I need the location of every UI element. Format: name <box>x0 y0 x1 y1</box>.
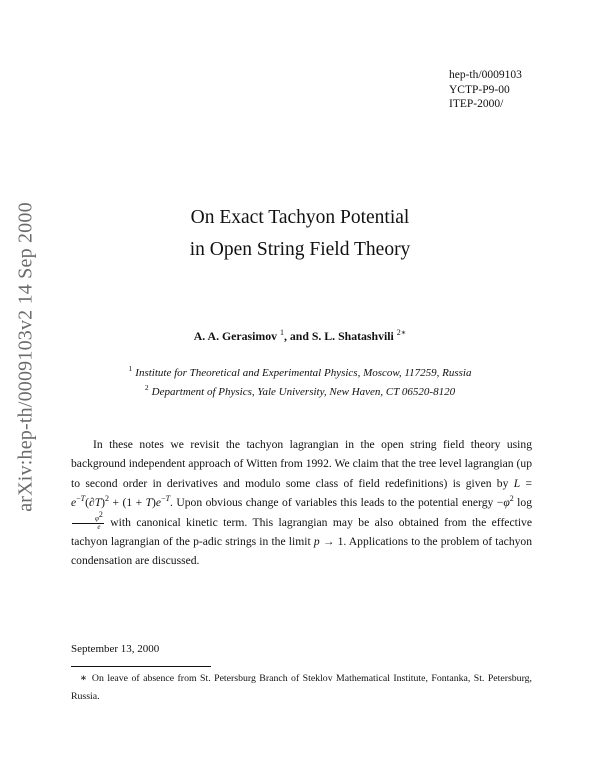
footnote <box>71 670 532 705</box>
lagrangian-equation: $L = e^{-T}(\partial T)^2 + (1 + T)e^{-T}$ <box>71 476 532 510</box>
affiliation-list <box>0 364 600 401</box>
report-id-yctp: YCTP-P9-00 <box>449 83 510 96</box>
abstract-text: with canonical kinetic term. This lagrangian may be also obtained from the effective tachyon lagrangian of the p-adic strings in the limit <box>71 515 532 549</box>
abstract-text: In these notes we revisit the tachyon lagrangian in the open string field theory using background independent approach of Witten from 1992. We claim that the tree level lagrangian (up to second order in derivatives and modulo some class of field redefinitions) is given by <box>71 438 532 490</box>
paper-date: September 13, 2000 <box>71 643 160 655</box>
abstract-text: . Upon obvious change of variables this leads to the potential energy <box>170 496 497 510</box>
affiliation-itep <box>0 364 600 383</box>
report-numbers <box>449 68 522 112</box>
affiliation-number: 1 <box>128 364 133 374</box>
report-id-itep: ITEP-2000/ <box>449 98 504 111</box>
abstract-text: . Applications to the problem of tachyon condensation are discussed. <box>71 535 533 568</box>
limit-formula: p → 1 <box>313 535 344 549</box>
abstract <box>71 435 532 571</box>
affiliation-marker: 2∗ <box>396 328 407 338</box>
author-list <box>0 329 600 344</box>
affiliation-marker: 1 <box>279 328 284 338</box>
report-id-arxiv: hep-th/0009103 <box>449 69 522 81</box>
affiliation-number: 2 <box>144 382 149 392</box>
footnote-marker: ∗ <box>80 673 87 684</box>
affiliation-text: Department of Physics, Yale University, New Haven, CT 06520-8120 <box>151 385 456 398</box>
log-fraction: $\frac{\varphi^2}{e}$ <box>72 515 104 530</box>
affiliation-text: Institute for Theoretical and Experimental Physics, Moscow, 117259, Russia <box>135 367 472 379</box>
affiliation-yale <box>0 383 600 402</box>
author-separator: , and <box>283 329 312 343</box>
title-line-1: On Exact Tachyon Potential <box>190 207 410 228</box>
footnote-text: On leave of absence from St. Petersburg Branch of Steklov Mathematical Institute, Fontanka, St. Petersburg, Russia. <box>71 673 532 702</box>
abstract-paragraph <box>71 435 532 571</box>
author-name: A. A. Gerasimov <box>193 329 278 343</box>
arxiv-identifier: arXiv:hep-th/0009103v2 14 Sep 2000 <box>14 202 37 512</box>
paper-title <box>0 202 600 266</box>
title-line-2: in Open String Field Theory <box>189 239 411 260</box>
author-name: S. L. Shatashvili <box>311 329 394 343</box>
footnote-divider <box>71 666 211 667</box>
potential-energy-formula: $-\varphi^2$ log $\frac{\varphi^2}{e}$ <box>71 496 532 528</box>
